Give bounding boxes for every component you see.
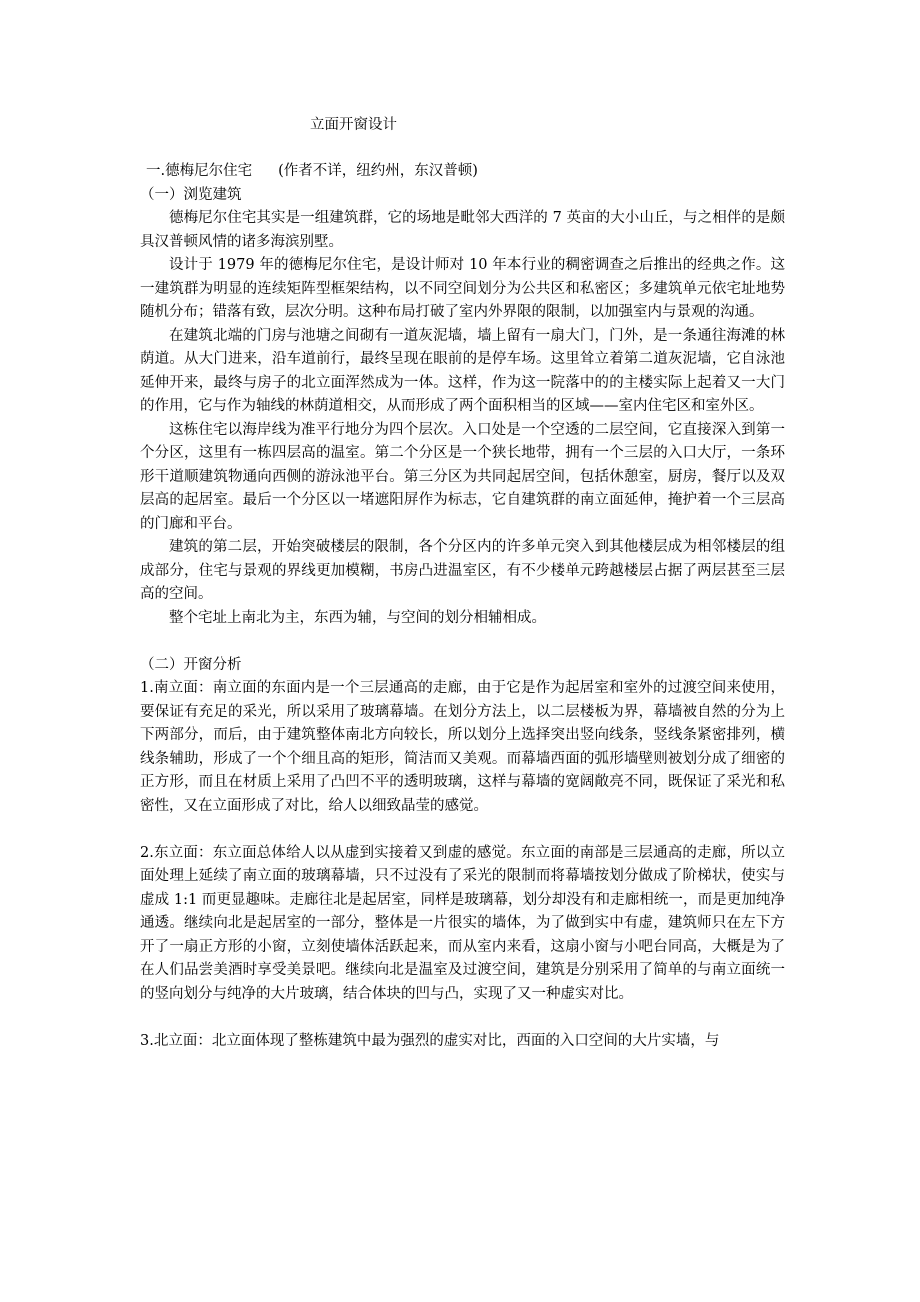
paragraph: 建筑的第二层，开始突破楼层的限制，各个分区内的许多单元突入到其他楼层成为相邻楼层的组成部分，住宅与景观的界线更加模糊，书房凸进温室区，有不少楼单元跨越楼层占据了两层甚至三层高的空间。 bbox=[140, 539, 785, 602]
section-heading-text: 一.德梅尼尔住宅 bbox=[146, 163, 253, 179]
paragraph: 这栋住宅以海岸线为准平行地分为四个层次。入口处是一个空透的二层空间，它直接深入到第一个分区，这里有一栋四层高的温室。第二个分区是一个狭长地带，拥有一个三层的入口大厅，一条环形干道顺建筑物通向西侧的游泳池平台。第三分区为共同起居空间，包括休憩室，厨房，餐厅以及双层高的起居室。最后一个分区以一堵遮阳屏作为标志，它自建筑群的南立面延伸，掩护着一个三层高的门廊和平台。 bbox=[140, 421, 785, 532]
document-title: 立面开窗设计 bbox=[310, 117, 397, 133]
analysis-item-east: 2.东立面：东立面总体给人以从虚到实接着又到虚的感觉。东立面的南部是三层通高的走廊，所以立面处理上延续了南立面的玻璃幕墙，只不过没有了采光的限制而将幕墙按划分做成了阶梯状，使实与虚成 1:1 而更显趣味。走廊往北是起居室，同样是玻璃幕，划分却没有和走廊相统一，而是更加纯净通透。继续向北是起居室的一部分，整体是一片很实的墙体，为了做到实中有虚，建筑师只在左下方开了一扇正方形的小窗，立刻使墙体活跃起来，而从室内来看，这扇小窗与小吧台同高，大概是为了在人们品尝美酒时享受美景吧。继续向北是温室及过渡空间，建筑是分别采用了简单的与南立面统一的竖向划分与纯净的大片玻璃，结合体块的凹与凸，实现了又一种虚实对比。 bbox=[140, 844, 785, 1002]
author-note: (作者不详，纽约州，东汉普顿) bbox=[278, 163, 478, 179]
paragraph: 整个宅址上南北为主，东西为辅，与空间的划分相辅相成。 bbox=[169, 609, 546, 626]
spacer bbox=[140, 1006, 785, 1030]
paragraph: 设计于 1979 年的德梅尼尔住宅，是设计师对 10 年本行业的稠密调查之后推出的经典之作。这一建筑群为明显的连续矩阵型框架结构，以不同空间划分为公共区和私密区；多建筑单元依宅址地势随机分布；错落有致，层次分明。这种布局打破了室内外界限的限制，以加强室内与景观的沟通。 bbox=[140, 257, 785, 320]
subsection-heading-window-analysis: （二）开窗分析 bbox=[140, 656, 242, 673]
spacer bbox=[140, 818, 785, 842]
paragraph: 在建筑北端的门房与池塘之间砌有一道灰泥墙，墙上留有一扇大门，门外，是一条通往海滩的林荫道。从大门进来，沿车道前行，最终呈现在眼前的是停车场。这里耸立着第二道灰泥墙，它自泳池延伸开来，最终与房子的北立面浑然成为一体。这样，作为这一院落中的的主楼实际上起着又一大门的作用，它与作为轴线的林荫道相交，从而形成了两个面积相当的区域——室内住宅区和室外区。 bbox=[140, 327, 785, 414]
analysis-item-south: 1.南立面：南立面的东面内是一个三层通高的走廊，由于它是作为起居室和室外的过渡空间来使用，要保证有充足的采光，所以采用了玻璃幕墙。在划分方法上，以二层楼板为界，幕墙被自然的分为上下两部分，而后，由于建筑整体南北方向较长，所以划分上选择突出竖向线条，竖线条紧密排列，横线条辅助，形成了一个个细且高的矩形，简洁而又美观。而幕墙西面的弧形墙壁则被划分成了细密的正方形，而且在材质上采用了凸凹不平的透明玻璃，这样与幕墙的宽阔敞亮不同，既保证了采光和私密性，又在立面形成了对比，给人以细致晶莹的感觉。 bbox=[140, 680, 785, 814]
analysis-item-north: 3.北立面：北立面体现了整栋建筑中最为强烈的虚实对比，西面的入口空间的大片实墙，与 bbox=[140, 1032, 720, 1049]
section-heading bbox=[140, 160, 785, 184]
paragraph: 德梅尼尔住宅其实是一组建筑群，它的场地是毗邻大西洋的 7 英亩的大小山丘，与之相伴的是颇具汉普顿风情的诸多海滨别墅。 bbox=[140, 210, 785, 250]
document-body bbox=[140, 160, 785, 1053]
spacer bbox=[140, 630, 785, 654]
subsection-heading-browse: （一）浏览建筑 bbox=[140, 186, 242, 203]
